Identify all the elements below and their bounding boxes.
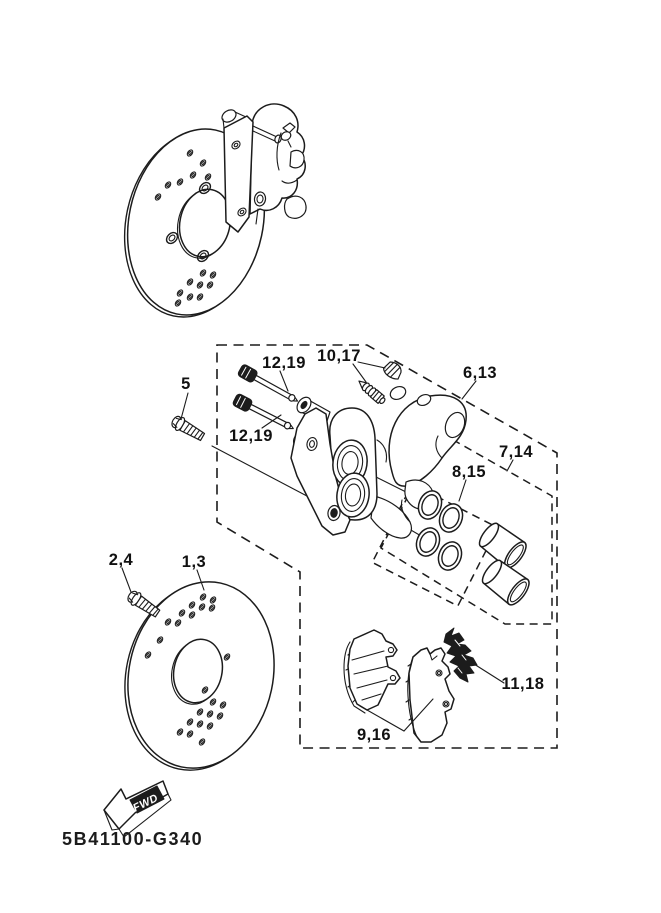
bleed-screw-cap bbox=[382, 359, 405, 382]
callout-piston-set: 7,14 bbox=[498, 443, 534, 461]
fwd-arrow-label: FWD bbox=[131, 792, 161, 815]
callout-caliper-bolt: 5 bbox=[181, 375, 191, 393]
brake-pad-outer bbox=[406, 648, 454, 742]
diagram-code: 5B41100-G340 bbox=[62, 829, 204, 849]
callout-disc-bolt: 2,4 bbox=[108, 551, 134, 569]
callout-seal-kit: 8,15 bbox=[451, 463, 487, 481]
assembled-caliper-disc-view bbox=[108, 104, 306, 330]
callout-brake-pad-kit: 9,16 bbox=[356, 726, 392, 744]
callout-bleed-screw: 10,17 bbox=[317, 347, 361, 365]
callout-disc: 1,3 bbox=[181, 553, 207, 571]
bleed-screw bbox=[356, 377, 387, 405]
callout-slide-pin-upper: 12,19 bbox=[262, 354, 306, 372]
caliper-pistons bbox=[475, 519, 533, 608]
piston-seals bbox=[412, 487, 466, 573]
callout-caliper-assembly: 6,13 bbox=[462, 364, 498, 382]
callout-pad-spring: 11,18 bbox=[501, 675, 545, 693]
callout-slide-pin-lower: 12,19 bbox=[229, 427, 273, 445]
caliper-bolt-5 bbox=[169, 414, 206, 443]
brake-pad-inner bbox=[344, 630, 400, 713]
disc-bolt bbox=[125, 589, 161, 620]
